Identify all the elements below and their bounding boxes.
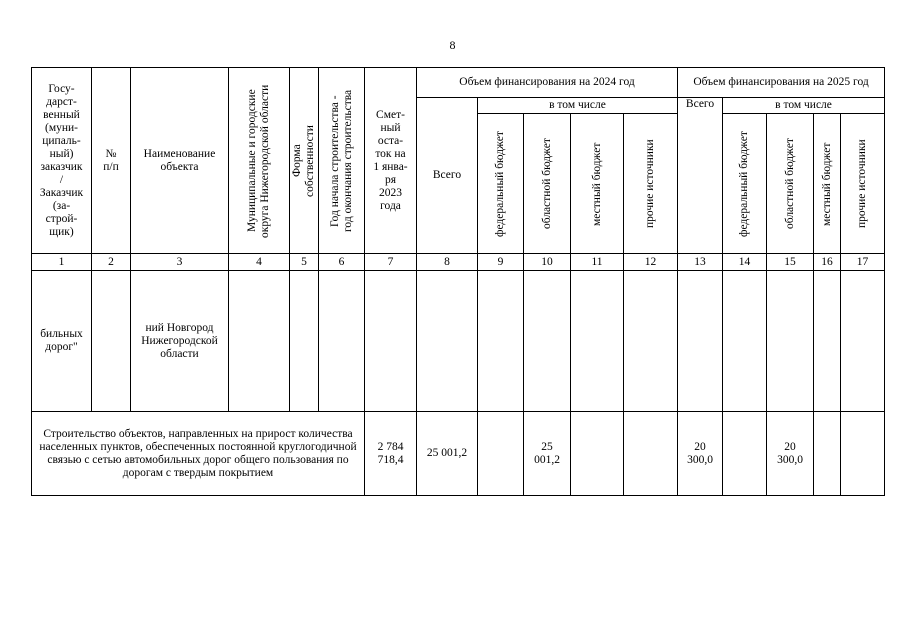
header-funding-2025: Объем финансирования на 2025 год xyxy=(678,68,885,98)
column-number: 6 xyxy=(319,254,365,271)
summary-regional-2025: 20 300,0 xyxy=(767,412,814,496)
summary-regional-2024: 25 001,2 xyxy=(524,412,571,496)
header-other-2025-cell xyxy=(841,114,885,254)
header-number: № п/п xyxy=(92,68,131,254)
column-number: 2 xyxy=(92,254,131,271)
column-numbers-row xyxy=(32,254,885,271)
header-federal-2025: федеральный бюджет xyxy=(738,130,751,237)
header-federal-2025-cell xyxy=(723,114,767,254)
header-regional-2025-cell xyxy=(767,114,814,254)
header-local-2025-cell xyxy=(814,114,841,254)
column-number: 1 xyxy=(32,254,92,271)
empty-cell xyxy=(319,271,365,412)
empty-cell xyxy=(524,271,571,412)
header-object-name: Наименование объекта xyxy=(131,68,229,254)
column-number: 12 xyxy=(624,254,678,271)
empty-cell xyxy=(290,271,319,412)
summary-label: Строительство объектов, направленных на прирост количества населенных пунктов, обеспеченных постоянной круглогодичной связью с сетью автомобильных дорог общего пользования по дорогам с твердым покрытием xyxy=(32,412,365,496)
header-local-2025: местный бюджет xyxy=(820,141,833,226)
empty-cell xyxy=(417,271,478,412)
header-ownership-cell xyxy=(290,68,319,254)
column-number: 9 xyxy=(478,254,524,271)
header-federal-2024-cell xyxy=(478,114,524,254)
summary-estimate-balance: 2 784 718,4 xyxy=(365,412,417,496)
empty-cell xyxy=(571,271,624,412)
empty-cell xyxy=(365,271,417,412)
empty-cell xyxy=(723,271,767,412)
header-years: Год начала строительства - год окончания строительства xyxy=(328,89,354,232)
header-customer: Госу- дарст- венный (муни- ципаль- ный) заказчик / Заказчик (за- строй- щик) xyxy=(32,68,92,254)
empty-cell xyxy=(624,412,678,496)
column-number: 16 xyxy=(814,254,841,271)
column-number: 17 xyxy=(841,254,885,271)
header-regional-2024: областной бюджет xyxy=(540,138,553,229)
empty-cell xyxy=(478,412,524,496)
header-local-2024-cell xyxy=(571,114,624,254)
header-total-2025: Всего xyxy=(678,98,723,254)
header-regional-2024-cell xyxy=(524,114,571,254)
empty-cell xyxy=(723,412,767,496)
header-including-2024: в том числе xyxy=(478,98,678,114)
summary-total-2025: 20 300,0 xyxy=(678,412,723,496)
header-federal-2024: федеральный бюджет xyxy=(494,130,506,237)
header-municipality-cell xyxy=(229,68,290,254)
empty-cell xyxy=(814,412,841,496)
header-estimate-balance: Смет- ный оста- ток на 1 янва- ря 2023 года xyxy=(365,68,417,254)
header-regional-2025: областной бюджет xyxy=(783,138,796,229)
continuation-row xyxy=(32,271,885,412)
column-number: 5 xyxy=(290,254,319,271)
financing-table xyxy=(31,67,885,496)
column-number: 8 xyxy=(417,254,478,271)
column-number: 10 xyxy=(524,254,571,271)
page-number: 8 xyxy=(449,38,456,52)
column-number: 4 xyxy=(229,254,290,271)
empty-cell xyxy=(841,412,885,496)
header-ownership: Форма собственности xyxy=(291,124,316,197)
header-years-cell xyxy=(319,68,365,254)
column-number: 7 xyxy=(365,254,417,271)
empty-cell xyxy=(571,412,624,496)
header-funding-2024: Объем финансирования на 2024 год xyxy=(417,68,678,98)
empty-cell xyxy=(841,271,885,412)
column-number: 13 xyxy=(678,254,723,271)
empty-cell xyxy=(814,271,841,412)
empty-cell xyxy=(678,271,723,412)
header-municipality: Муниципальные и городские округа Нижегородской области xyxy=(246,83,271,238)
column-number: 3 xyxy=(131,254,229,271)
column-number: 11 xyxy=(571,254,624,271)
summary-row xyxy=(32,412,885,496)
header-other-2024: прочие источники xyxy=(644,139,656,228)
header-local-2024: местный бюджет xyxy=(590,141,603,226)
empty-cell xyxy=(229,271,290,412)
header-other-2025: прочие источники xyxy=(856,139,869,228)
column-number: 14 xyxy=(723,254,767,271)
header-including-2025: в том числе xyxy=(723,98,885,114)
empty-cell xyxy=(478,271,524,412)
summary-total-2024: 25 001,2 xyxy=(417,412,478,496)
header-total-2024: Всего xyxy=(417,98,478,254)
empty-cell xyxy=(92,271,131,412)
continuation-object-name: ний Новгород Нижегородской области xyxy=(131,271,229,412)
header-other-2024-cell xyxy=(624,114,678,254)
continuation-customer: бильных дорог" xyxy=(32,271,92,412)
empty-cell xyxy=(767,271,814,412)
empty-cell xyxy=(624,271,678,412)
column-number: 15 xyxy=(767,254,814,271)
